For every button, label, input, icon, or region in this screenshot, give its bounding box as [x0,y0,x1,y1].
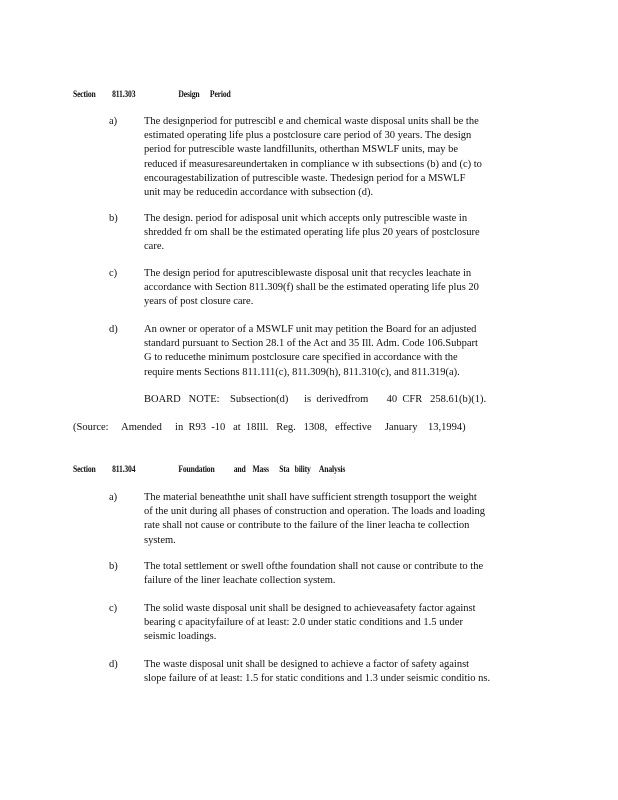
subsection-text: The material beneaththe unit shall have sufficient strength tosupport the weight of the unit during all phases of construction and operation. The loads and loading rate shall not cause or contribute to the failure of the liner leacha te collection system. [144,492,485,546]
source-note: (Source: Amended in R93 -10 at 18Ill. Reg. 1308, effective January 13,1994) [73,422,466,433]
subsection-label: a) [109,116,118,127]
section-heading-811-304 [73,464,345,474]
subsection-text: The waste disposal unit shall be designed to achieve a factor of safety against slope failure of at least: 1.5 for static conditions and 1.3 under seismic conditio ns. [144,659,491,685]
section-title: Foundation and Mass Sta bility Analysis [178,464,346,474]
subsection-text: The design period for aputresciblewaste disposal unit that recycles leachate in accordance with Section 811.309(f) shall be the estimated operating life plus 20 years of post closure care. [144,268,479,308]
subsection-label: c) [109,603,118,614]
subsection-label: a) [109,492,118,503]
section-label: Section [73,89,96,99]
section-label: Section [73,464,96,474]
board-note: BOARD NOTE: Subsection(d) is derivedfrom 40 CFR 258.61(b)(1). [144,394,487,405]
subsection-label: b) [109,561,118,572]
subsection-text: The design. period for adisposal unit which accepts only putrescible waste in shredded fr om shall be the estimated operating life plus 20 years of postclosure care. [144,213,480,253]
section-number: 811.303 [112,89,136,99]
subsection-text: The total settlement or swell ofthe foundation shall not cause or contribute to the failure of the liner leachate collection system. [144,561,484,587]
section-heading-811-303 [73,89,231,99]
subsection-label: c) [109,268,118,279]
subsection-text: An owner or operator of a MSWLF unit may petition the Board for an adjusted standard pursuant to Section 28.1 of the Act and 35 Ill. Adm. Code 106.Subpart G to reducethe minimum postclosure care specified in accordance with the require ments Sections 811.111(c), 811.309(h), 811.310(c), and 811.319(a). [144,324,478,378]
subsection-label: d) [109,324,118,335]
section-number: 811.304 [112,464,136,474]
subsection-label: b) [109,213,118,224]
subsection-label: d) [109,659,118,670]
subsection-text: The solid waste disposal unit shall be designed to achieveasafety factor against bearing c apacityfailure of at least: 2.0 under static conditions and 1.5 under seismic loadings. [144,603,476,643]
section-title: Design Period [178,89,231,99]
subsection-text: The designperiod for putrescibl e and chemical waste disposal units shall be the estimated operating life plus a postclosure care period of 30 years. The design period for putrescible waste landfillunits, otherthan MSWLF units, may be reduced if measuresareundertaken in compliance w ith subsections (b) and (c) to encouragestabilization of putrescible waste. Thedesign period for a MSWLF unit may be reducedin accordance with subsection (d). [144,116,482,199]
